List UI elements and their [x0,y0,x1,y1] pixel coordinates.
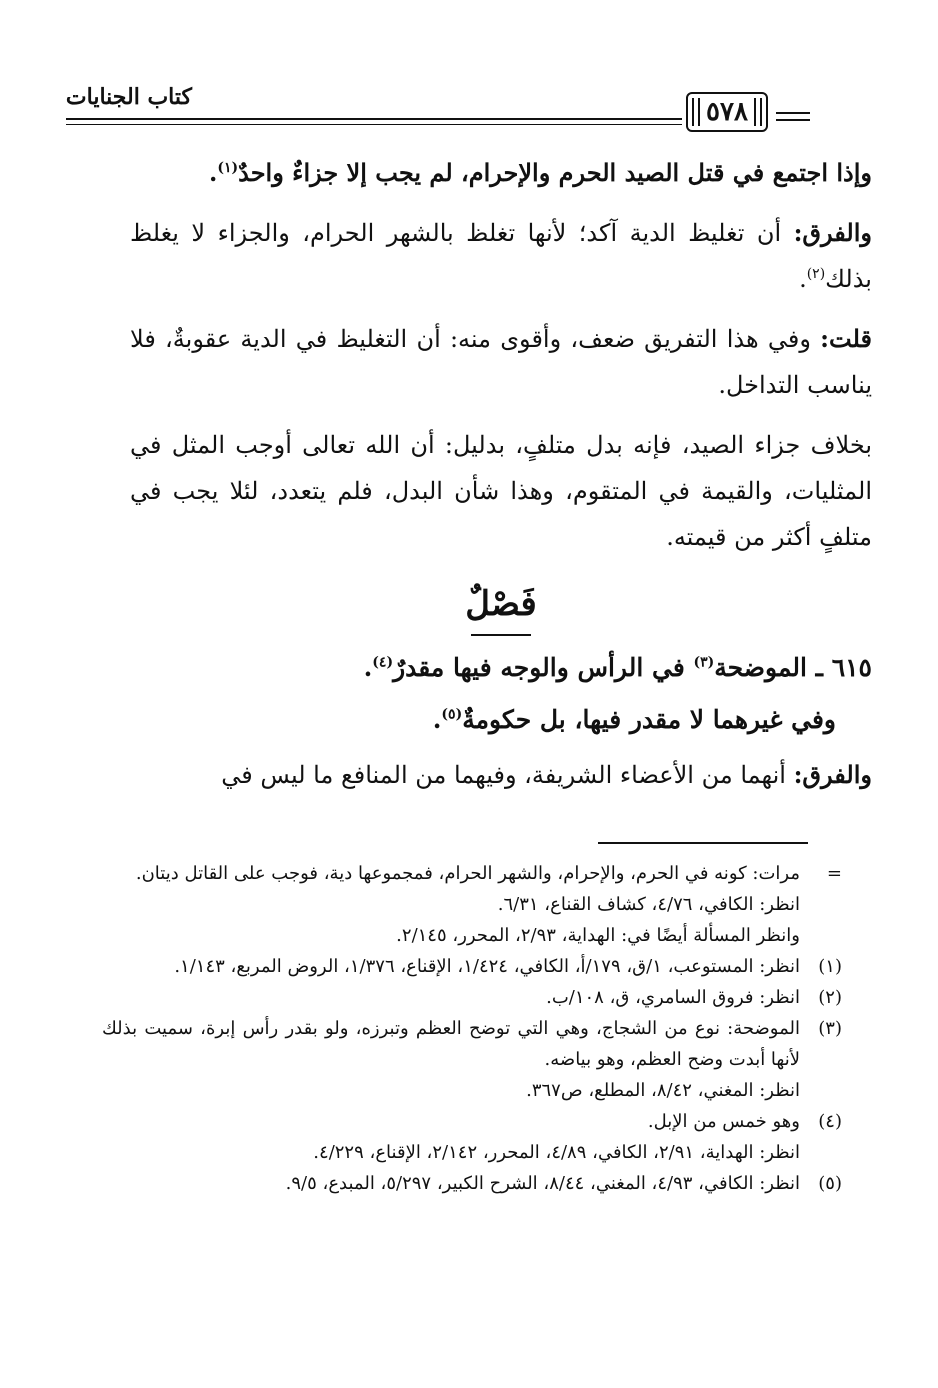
footnote-text: انظر: المستوعب، ١/ق، ١٧٩/أ، الكافي، ١/٤٢٤، الإقناع، ١/٣٧٦، الروض المربع، ١/١٤٣. [174,956,800,977]
footnote-line: انظر: المغني، ٨/٤٢، المطلع، ص٣٦٧. [526,1080,800,1101]
rule-statement [130,642,872,694]
paragraph-text: أن تغليظ الدية آكد؛ لأنها تغلظ بالشهر الحرام، والجزاء لا يغلظ بذلك [130,219,872,293]
footnote-2 [102,982,842,1013]
punctuation: . [799,265,807,293]
paragraph-comment [130,316,872,408]
running-title: كتاب الجنايات [65,84,192,110]
footnote-ref: (٥) [441,706,463,723]
footnote-ref: (٤) [372,654,394,671]
section-title: فَصْلٌ [465,584,537,624]
paragraph-label: والفرق: [793,218,872,247]
footnotes [102,858,842,1199]
footnote-5 [102,1168,842,1199]
footnote-mark: (٤) [818,1111,842,1132]
paragraph-label: قلت: [820,324,872,353]
paragraph-difference-2 [130,752,872,798]
paragraph-text: وإذا اجتمع في قتل الصيد الحرم والإحرام، لم يجب إلا جزاءٌ واحدٌ [238,158,872,187]
punctuation: . [363,653,373,682]
footnote-text: مرات: كونه في الحرم، والإحرام، والشهر الحرام، فمجموعها دية، فوجب على القاتل ديتان. [135,863,800,884]
paragraph-label: والفرق: [793,760,872,789]
paragraph-ruling [130,150,872,196]
section-title-underline [471,634,531,636]
rule-number: ٦١٥ ـ [815,653,872,682]
page-number [686,92,768,132]
punctuation: . [208,158,218,187]
paragraph-difference [130,210,872,302]
footnote-mark: (١) [818,956,842,977]
paragraph-explanation [130,422,872,560]
page-number-text: ٥٧٨ [706,97,748,127]
paragraph-text: وفي هذا التفريق ضعف، وأقوى منه: أن التغليظ في الدية عقوبةٌ، فلا يناسب التداخل. [130,325,872,399]
header-ornament-dash [776,112,810,114]
rule-text: وفي غيرهما لا مقدر فيها، بل حكومةٌ [462,705,836,734]
footnote-ref: (١) [217,160,239,176]
footnote-continuation [102,858,842,889]
footnote-mark: = [826,863,842,884]
footnote-divider [598,842,808,844]
footnote-text: الموضحة: نوع من الشجاج، وهي التي توضح العظم وتبرزه، ولو بقدر رأس إبرة، سميت بذلك لأنها أبدت وضح العظم، وهو بياضه. [102,1018,800,1070]
footnote-text: وهو خمس من الإبل. [647,1111,800,1132]
footnote-text: انظر: الكافي، ٤/٩٣، المغني، ٨/٤٤، الشرح الكبير، ٥/٢٩٧، المبدع، ٩/٥. [285,1173,800,1194]
rule-text: في الرأس والوجه فيها مقدرٌ [393,653,694,682]
header-rule [66,118,682,120]
footnote-mark: (٣) [818,1018,842,1039]
rule-statement-2 [130,694,872,746]
paragraph-text: بخلاف جزاء الصيد، فإنه بدل متلفٍ، بدليل: أن الله تعالى أوجب المثل في المثليات، والقيمة في المتقوم، وهذا شأن البدل، فلم يتعدد، لئلا يجب في متلفٍ أكثر من قيمته. [130,431,872,551]
header-rule-thin [66,124,682,125]
footnote-ref: (٢) [806,266,826,282]
header-ornament-dash [776,119,810,121]
footnote-text: انظر: فروق السامري، ق، ١٠٨/ب. [546,987,800,1008]
footnote-line: وانظر المسألة أيضًا في: الهداية، ٢/٩٣، المحرر، ٢/١٤٥. [396,925,800,946]
footnote-4 [102,1106,842,1137]
punctuation: . [432,705,442,734]
footnote-ref: (٣) [693,654,715,671]
paragraph-text: أنهما من الأعضاء الشريفة، وفيهما من المنافع ما ليس في [221,761,794,789]
main-text [130,150,872,812]
footnote-3 [102,1013,842,1075]
footnote-line: انظر: الهداية، ٢/٩١، الكافي، ٤/٨٩، المحرر، ٢/١٤٢، الإقناع، ٤/٢٢٩. [313,1142,800,1163]
footnote-1 [102,951,842,982]
footnote-mark: (٥) [818,1173,842,1194]
footnote-line: انظر: الكافي، ٤/٧٦، كشاف القناع، ٦/٣١. [497,894,800,915]
rule-text: الموضحة [714,653,816,682]
footnote-mark: (٢) [818,987,842,1008]
